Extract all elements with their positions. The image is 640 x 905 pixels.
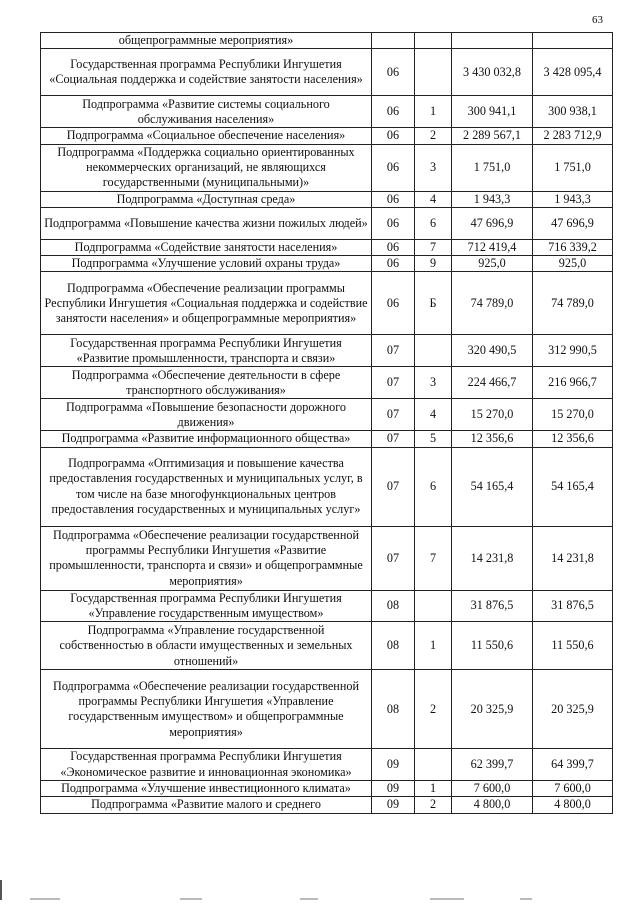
row-amount-1-cell: 47 696,9 [452,207,533,239]
row-program-code-cell: 07 [372,431,415,447]
row-subprogram-code-cell: Б [415,272,452,335]
table-row [41,431,613,447]
row-amount-1-cell: 224 466,7 [452,367,533,399]
row-amount-2-cell: 20 325,9 [533,670,613,749]
row-program-code-cell: 06 [372,239,415,255]
row-subprogram-code-cell: 1 [415,780,452,796]
row-subprogram-code-cell: 2 [415,128,452,144]
row-amount-1-cell: 20 325,9 [452,670,533,749]
row-name-cell: Подпрограмма «Поддержка социально ориентированных некоммерческих организаций, не являющихся государственными (муниципальными)» [41,144,372,191]
row-amount-1-cell: 62 399,7 [452,749,533,781]
row-name-cell: Подпрограмма «Управление государственной собственностью в области имущественных и земельных отношений» [41,622,372,670]
row-amount-1-cell: 2 289 567,1 [452,128,533,144]
row-amount-2-cell: 2 283 712,9 [533,128,613,144]
row-amount-1-cell: 54 165,4 [452,447,533,526]
row-amount-1-cell: 1 751,0 [452,144,533,191]
row-name-cell: Подпрограмма «Обеспечение реализации государственной программы Республики Ингушетия «Управление государственным имуществом» и общепрограммные мероприятия» [41,670,372,749]
table-row [41,399,613,431]
table-row [41,749,613,781]
row-amount-2-cell [533,33,613,49]
row-program-code-cell: 07 [372,399,415,431]
row-amount-2-cell: 300 938,1 [533,96,613,128]
row-program-code-cell: 07 [372,447,415,526]
row-amount-2-cell: 716 339,2 [533,239,613,255]
row-program-code-cell: 06 [372,144,415,191]
row-amount-2-cell: 14 231,8 [533,526,613,590]
row-amount-1-cell: 31 876,5 [452,590,533,622]
row-amount-1-cell: 925,0 [452,256,533,272]
row-subprogram-code-cell [415,335,452,367]
table-row [41,96,613,128]
row-name-cell: Подпрограмма «Развитие информационного общества» [41,431,372,447]
table-row [41,272,613,335]
row-program-code-cell: 07 [372,335,415,367]
row-program-code-cell: 06 [372,128,415,144]
budget-table [40,32,613,814]
row-amount-1-cell: 4 800,0 [452,797,533,813]
row-program-code-cell: 06 [372,96,415,128]
row-amount-2-cell: 74 789,0 [533,272,613,335]
scan-artifact-strip [0,893,640,905]
row-program-code-cell: 07 [372,367,415,399]
row-name-cell: Государственная программа Республики Ингушетия «Развитие промышленности, транспорта и связи» [41,335,372,367]
table-row [41,49,613,96]
table-row [41,622,613,670]
row-subprogram-code-cell: 9 [415,256,452,272]
row-subprogram-code-cell: 1 [415,96,452,128]
row-program-code-cell: 06 [372,49,415,96]
row-amount-2-cell: 3 428 095,4 [533,49,613,96]
row-subprogram-code-cell [415,49,452,96]
row-amount-2-cell: 54 165,4 [533,447,613,526]
row-name-cell: Подпрограмма «Улучшение инвестиционного климата» [41,780,372,796]
row-program-code-cell: 09 [372,749,415,781]
row-name-cell: Подпрограмма «Содействие занятости населения» [41,239,372,255]
row-amount-2-cell: 64 399,7 [533,749,613,781]
table-row [41,797,613,813]
row-name-cell: Подпрограмма «Улучшение условий охраны труда» [41,256,372,272]
row-amount-1-cell: 3 430 032,8 [452,49,533,96]
row-amount-1-cell: 12 356,6 [452,431,533,447]
scan-edge-mark [0,880,2,900]
table-row [41,191,613,207]
row-subprogram-code-cell: 4 [415,191,452,207]
row-program-code-cell: 06 [372,191,415,207]
table-row [41,207,613,239]
row-amount-2-cell: 1 751,0 [533,144,613,191]
row-subprogram-code-cell: 3 [415,367,452,399]
table-row [41,447,613,526]
row-program-code-cell: 06 [372,272,415,335]
row-amount-2-cell: 31 876,5 [533,590,613,622]
row-subprogram-code-cell: 1 [415,622,452,670]
row-name-cell: общепрограммные мероприятия» [41,33,372,49]
row-amount-2-cell: 7 600,0 [533,780,613,796]
row-name-cell: Государственная программа Республики Ингушетия «Управление государственным имуществом» [41,590,372,622]
row-amount-1-cell [452,33,533,49]
row-amount-2-cell: 312 990,5 [533,335,613,367]
table-row [41,256,613,272]
row-program-code-cell: 09 [372,780,415,796]
row-name-cell: Подпрограмма «Социальное обеспечение населения» [41,128,372,144]
row-program-code-cell: 09 [372,797,415,813]
row-amount-2-cell: 11 550,6 [533,622,613,670]
page-number: 63 [592,14,603,26]
row-amount-1-cell: 300 941,1 [452,96,533,128]
row-program-code-cell: 06 [372,256,415,272]
row-name-cell: Подпрограмма «Развитие системы социального обслуживания населения» [41,96,372,128]
row-amount-1-cell: 74 789,0 [452,272,533,335]
row-amount-2-cell: 12 356,6 [533,431,613,447]
row-program-code-cell: 08 [372,622,415,670]
row-amount-1-cell: 1 943,3 [452,191,533,207]
row-amount-2-cell: 1 943,3 [533,191,613,207]
row-subprogram-code-cell: 7 [415,526,452,590]
row-name-cell: Подпрограмма «Оптимизация и повышение качества предоставления государственных и муниципальных услуг, в том числе на базе многофункциональных центров предоставления государственных и муниципальных услуг» [41,447,372,526]
row-subprogram-code-cell [415,590,452,622]
row-name-cell: Подпрограмма «Повышение безопасности дорожного движения» [41,399,372,431]
row-amount-1-cell: 15 270,0 [452,399,533,431]
row-name-cell: Подпрограмма «Обеспечение реализации государственной программы Республики Ингушетия «Развитие промышленности, транспорта и связи» и общепрограммные мероприятия» [41,526,372,590]
row-amount-2-cell: 15 270,0 [533,399,613,431]
row-program-code-cell [372,33,415,49]
row-amount-2-cell: 925,0 [533,256,613,272]
row-name-cell: Подпрограмма «Обеспечение деятельности в сфере транспортного обслуживания» [41,367,372,399]
row-program-code-cell: 08 [372,590,415,622]
row-program-code-cell: 08 [372,670,415,749]
row-program-code-cell: 06 [372,207,415,239]
row-subprogram-code-cell: 6 [415,447,452,526]
table-row [41,335,613,367]
table-row [41,144,613,191]
row-subprogram-code-cell: 7 [415,239,452,255]
row-program-code-cell: 07 [372,526,415,590]
row-name-cell: Подпрограмма «Обеспечение реализации программы Республики Ингушетия «Социальная поддержка и содействие занятости населения» и общепрограммные мероприятия» [41,272,372,335]
row-name-cell: Подпрограмма «Развитие малого и среднего [41,797,372,813]
row-amount-1-cell: 712 419,4 [452,239,533,255]
budget-table-body [41,33,613,814]
row-subprogram-code-cell: 2 [415,670,452,749]
row-subprogram-code-cell: 6 [415,207,452,239]
row-amount-1-cell: 7 600,0 [452,780,533,796]
table-row [41,367,613,399]
table-row [41,33,613,49]
row-amount-2-cell: 216 966,7 [533,367,613,399]
row-amount-1-cell: 14 231,8 [452,526,533,590]
table-row [41,526,613,590]
row-name-cell: Подпрограмма «Повышение качества жизни пожилых людей» [41,207,372,239]
row-name-cell: Государственная программа Республики Ингушетия «Социальная поддержка и содействие занятости населения» [41,49,372,96]
row-name-cell: Государственная программа Республики Ингушетия «Экономическое развитие и инновационная экономика» [41,749,372,781]
row-subprogram-code-cell: 2 [415,797,452,813]
row-subprogram-code-cell: 3 [415,144,452,191]
table-row [41,780,613,796]
row-amount-2-cell: 47 696,9 [533,207,613,239]
row-subprogram-code-cell: 4 [415,399,452,431]
table-row [41,239,613,255]
row-amount-1-cell: 320 490,5 [452,335,533,367]
table-row [41,128,613,144]
table-row [41,670,613,749]
row-amount-1-cell: 11 550,6 [452,622,533,670]
row-subprogram-code-cell [415,749,452,781]
row-name-cell: Подпрограмма «Доступная среда» [41,191,372,207]
table-row [41,590,613,622]
row-subprogram-code-cell [415,33,452,49]
row-amount-2-cell: 4 800,0 [533,797,613,813]
row-subprogram-code-cell: 5 [415,431,452,447]
